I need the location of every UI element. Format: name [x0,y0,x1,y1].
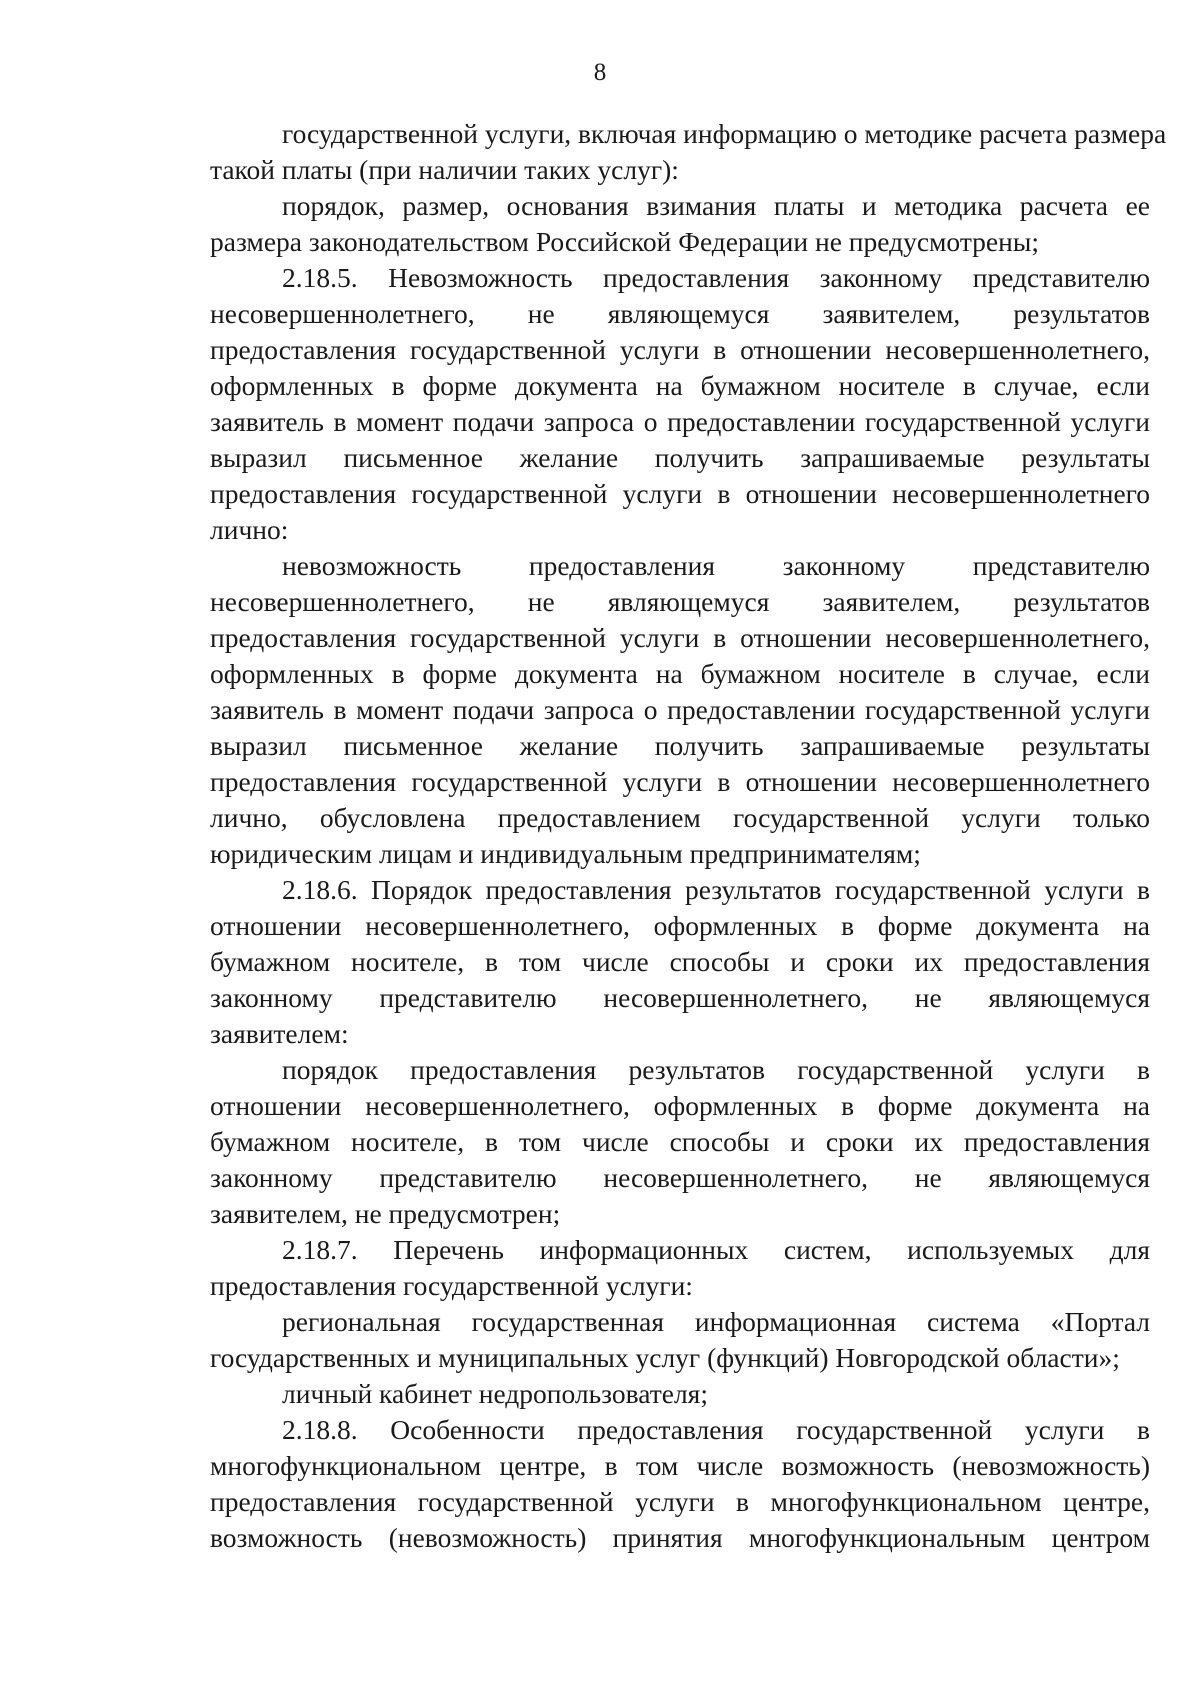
text-line: законному представителю несовершеннолетнего, не являющемуся [210,1162,1150,1193]
paragraph [210,1412,1150,1556]
paragraph [210,872,1150,1052]
text-line: заявитель в момент подачи запроса о предоставлении государственной услуги [210,694,1150,725]
text-line: лично, обусловлена предоставлением государственной услуги только [210,802,1150,833]
text-line: региональная государственная информационная система «Портал [282,1306,1150,1337]
paragraph [210,548,1150,872]
text-line: государственной услуги, включая информацию о методике расчета размера [282,118,1167,149]
paragraph [210,1052,1150,1232]
text-line: размера законодательством Российской Федерации не предусмотрены; [210,226,1039,257]
text-line: государственных и муниципальных услуг (функций) Новгородской области»; [210,1342,1120,1373]
text-line: предоставления государственной услуги в отношении несовершеннолетнего, [210,622,1150,653]
text-line: 2.18.6. Порядок предоставления результатов государственной услуги в [282,874,1150,905]
document-body [210,116,1167,1556]
text-line: личный кабинет недропользователя; [282,1378,708,1409]
text-line: несовершеннолетнего, не являющемуся заявителем, результатов [210,586,1150,617]
text-line: законному представителю несовершеннолетнего, не являющемуся [210,982,1150,1013]
text-line: бумажном носителе, в том числе способы и сроки их предоставления [210,946,1150,977]
text-line: выразил письменное желание получить запрашиваемые результаты [210,442,1150,473]
text-line: 2.18.7. Перечень информационных систем, используемых для [282,1234,1150,1265]
text-line: бумажном носителе, в том числе способы и сроки их предоставления [210,1126,1150,1157]
text-line: порядок, размер, основания взимания платы и методика расчета ее [282,190,1150,221]
text-line: 2.18.5. Невозможность предоставления законному представителю [282,262,1150,293]
text-line: заявителем: [210,1018,349,1049]
paragraph [210,116,1167,188]
text-line: заявитель в момент подачи запроса о предоставлении государственной услуги [210,406,1150,437]
paragraph [210,188,1150,260]
text-line: юридическим лицам и индивидуальным предпринимателям; [210,838,921,869]
text-line: оформленных в форме документа на бумажном носителе в случае, если [210,658,1150,689]
text-line: предоставления государственной услуги: [210,1270,693,1301]
text-line: порядок предоставления результатов государственной услуги в [282,1054,1150,1085]
paragraph [210,1304,1150,1376]
text-line: несовершеннолетнего, не являющемуся заявителем, результатов [210,298,1150,329]
text-line: невозможность предоставления законному представителю [282,550,1150,581]
text-line: предоставления государственной услуги в отношении несовершеннолетнего [210,766,1150,797]
text-line: 2.18.8. Особенности предоставления государственной услуги в [282,1414,1150,1445]
text-line: отношении несовершеннолетнего, оформленных в форме документа на [210,910,1150,941]
text-line: такой платы (при наличии таких услуг): [210,154,679,185]
text-line: отношении несовершеннолетнего, оформленных в форме документа на [210,1090,1150,1121]
text-line: лично: [210,514,289,545]
page-number: 8 [593,59,607,86]
text-line: многофункциональном центре, в том числе возможность (невозможность) [210,1450,1150,1481]
text-line: выразил письменное желание получить запрашиваемые результаты [210,730,1150,761]
paragraph [210,1232,1150,1304]
text-line: предоставления государственной услуги в отношении несовершеннолетнего [210,478,1150,509]
text-line: оформленных в форме документа на бумажном носителе в случае, если [210,370,1150,401]
text-line: заявителем, не предусмотрен; [210,1198,561,1229]
text-line: возможность (невозможность) принятия многофункциональным центром [210,1522,1150,1553]
text-line: предоставления государственной услуги в отношении несовершеннолетнего, [210,334,1150,365]
paragraph [210,260,1150,548]
text-line: предоставления государственной услуги в многофункциональном центре, [210,1486,1150,1517]
paragraph [210,1376,1150,1412]
